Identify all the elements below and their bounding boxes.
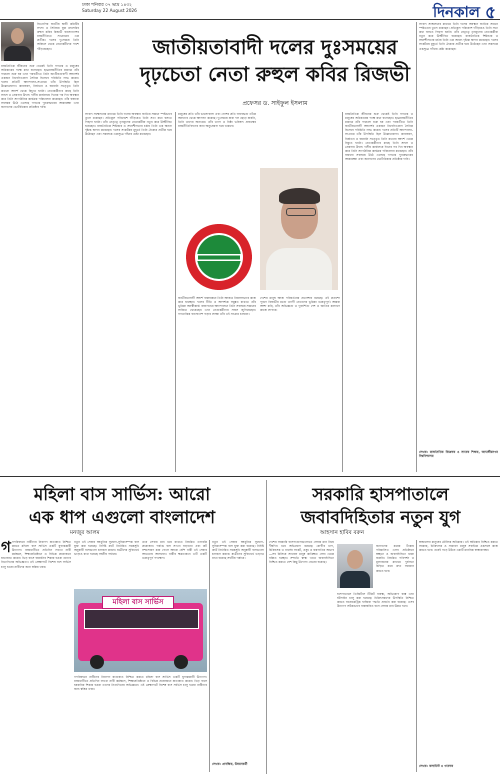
- article3-col3: স্বাস্থ্যসেবা মানুষের মৌলিক অধিকার। এই অধিকার নিশ্চিত করতে সরকার, চিকিৎসক ও সাধারণ মানুষ সবাইকে একসঙ্গে কাজ করতে হবে। তবেই গড়ে উঠবে একটি মানবিক স্বাস্থ্যব্যবস্থা।: [419, 540, 498, 553]
- article1-col1: রাজনৈতিক জীবনের শুরু থেকেই তিনি গণতন্ত্র ও মানুষের অধিকারের পক্ষে কথা বলেছেন। ছাত্ররাজনীতির মাধ্যমে তাঁর পথচলা শুরু হয় এবং পরবর্তীতে তিনি জাতীয়তাবাদী আদর্শের একজন নিবেদিতপ্রাণ সৈনিক হিসেবে পরিচিতি লাভ করেন। দলের প্রতিটি আন্দোলন-সংগ্রামে তাঁর উপস্থিতি ছিল উল্লেখযোগ্য। কারাবরণ, নির্যাতন ও হয়রানি সত্ত্বেও তিনি কখনো আদর্শ থেকে বিচ্যুত হননি। নেতাকর্মীদের কাছে তিনি সাহস ও প্রেরণার উৎস। দলীয় কার্যালয়ে দিনের পর দিন অবস্থান করে তিনি সাংগঠনিক কার্যক্রম পরিচালনা করেছেন। তাঁর বক্তব্যে সবসময় উঠে এসেছে গণতন্ত্র পুনরুদ্ধারের আকাঙ্ক্ষা এবং জনগণের ভোটাধিকার প্রতিষ্ঠার দাবি।: [1, 64, 79, 109]
- article2-col5: নতুন এই সেবায় আধুনিক সুযোগ-সুবিধাসম্পন্ন বাস যুক্ত করা হয়েছে। নির্দিষ্ট রুটে নির্ধারিত সময়সূচি অনুযায়ী বাসগুলো চলাচল করবে। যাত্রীদের সুবিধার্থে ভাড়াও রাখা হয়েছে সহনীয় পর্যায়ে।: [212, 540, 264, 561]
- edition-line: ঢাকা শনিবার ০৭ ভাদ্র ১৪৩২: [82, 3, 132, 8]
- article1-col5: দেশের মানুষ আজ পরিবর্তনের প্রত্যাশায় রয়েছে। এই প্রত্যাশা পূরণে রিজভীর মতো ত্যাগী নেতাদের ভূমিকা গুরুত্বপূর্ণ। আমরা আশা করি, তাঁর অভিজ্ঞতা ও দূরদর্শিতা দেশ ও জাতির কল্যাণে কাজে লাগবে।: [260, 296, 340, 313]
- header-divider: [0, 19, 500, 20]
- article2-col3: তবে সেবার মান ধরে রাখতে নিয়মিত তদারকি প্রয়োজন। পর্যাপ্ত বাস সংখ্যা বাড়ানো এবং রুট সম্প্রসারণ করা গেলে আরো বেশি নারী এই সেবার আওতায় আসবেন। নারীর ক্ষমতায়নে এটি একটি গুরুত্বপূর্ণ পদক্ষেপ।: [142, 540, 207, 561]
- dropcap: গ: [1, 540, 11, 556]
- rizvi-photo: [260, 168, 338, 290]
- article1-col3: মানুষের প্রতি তাঁর ভালোবাসা এবং দেশের প্রতি দায়বদ্ধতা তাঁকে অন্যদের থেকে আলাদা করেছে। দুঃসময়ে যারা দল ছেড়ে যায়নি, তিনি তাদের অন্যতম। তাঁর ত্যাগ ও নিষ্ঠা ভবিষ্যৎ প্রজন্মের রাজনীতিবিদদের জন্য অনুপ্রেরণা হয়ে থাকবে।: [178, 112, 256, 129]
- header-date: [82, 3, 137, 15]
- article2-byline: মনজুর আলম: [70, 530, 100, 536]
- article2-author-note: লেখক: প্রাবন্ধিক, উন্নয়নকর্মী: [212, 762, 248, 766]
- article3-col1: দেশের সরকারি হাসপাতালগুলোতে সেবার মান নিয়ে দীর্ঘদিন ধরে অভিযোগ রয়েছে। রোগীর চাপ, চিকিৎসক ও নার্সের সংকট, ওষুধ ও যন্ত্রপাতির অভাব—সব মিলিয়ে সাধারণ মানুষ কাঙ্ক্ষিত সেবা থেকে বঞ্চিত হচ্ছেন। সম্প্রতি স্বাস্থ্য খাতে জবাবদিহিতা নিশ্চিত করতে বেশ কিছু উদ্যোগ নেওয়া হয়েছে।: [269, 540, 334, 565]
- article1-col7: সংবাদ সম্মেলনের মাধ্যমে তিনি দলের অবস্থান জাতির সামনে স্পষ্টভাবে তুলে ধরেছেন। প্রতিকূল পরিবেশে দাঁড়িয়েও তিনি সত্য কথা বলতে পিছপা হননি। তাঁর নেতৃত্বে তৃণমূলের নেতাকর্মীরা নতুন করে উজ্জীবিত হয়েছেন। রাজনৈতিক শিষ্টাচার ও সহনশীলতার চর্চায় তিনি এক অনন্য দৃষ্টান্ত স্থাপন করেছেন। দলের সংকটময় মুহূর্তে তিনি ঐক্যের প্রতীক হয়ে উঠেছেন এবং সকলকে একসূত্রে গাঁথার চেষ্টা করেছেন।: [419, 22, 498, 51]
- article1-col2: সংবাদ সম্মেলনের মাধ্যমে তিনি দলের অবস্থান জাতির সামনে স্পষ্টভাবে তুলে ধরেছেন। প্রতিকূল পরিবেশে দাঁড়িয়েও তিনি সত্য কথা বলতে পিছপা হননি। তাঁর নেতৃত্বে তৃণমূলের নেতাকর্মীরা নতুন করে উজ্জীবিত হয়েছেন। রাজনৈতিক শিষ্টাচার ও সহনশীলতার চর্চায় তিনি এক অনন্য দৃষ্টান্ত স্থাপন করেছেন। দলের সংকটময় মুহূর্তে তিনি ঐক্যের প্রতীক হয়ে উঠেছেন এবং সকলকে একসূত্রে গাঁথার চেষ্টা করেছেন।: [85, 112, 172, 137]
- article1-col6: রাজনৈতিক জীবনের শুরু থেকেই তিনি গণতন্ত্র ও মানুষের অধিকারের পক্ষে কথা বলেছেন। ছাত্ররাজনীতির মাধ্যমে তাঁর পথচলা শুরু হয় এবং পরবর্তীতে তিনি জাতীয়তাবাদী আদর্শের একজন নিবেদিতপ্রাণ সৈনিক হিসেবে পরিচিতি লাভ করেন। দলের প্রতিটি আন্দোলন-সংগ্রামে তাঁর উপস্থিতি ছিল উল্লেখযোগ্য। কারাবরণ, নির্যাতন ও হয়রানি সত্ত্বেও তিনি কখনো আদর্শ থেকে বিচ্যুত হননি। নেতাকর্মীদের কাছে তিনি সাহস ও প্রেরণার উৎস। দলীয় কার্যালয়ে দিনের পর দিন অবস্থান করে তিনি সাংগঠনিক কার্যক্রম পরিচালনা করেছেন। তাঁর বক্তব্যে সবসময় উঠে এসেছে গণতন্ত্র পুনরুদ্ধারের আকাঙ্ক্ষা এবং জনগণের ভোটাধিকার প্রতিষ্ঠার দাবি।: [345, 112, 413, 162]
- article2-headline: মহিলা বাস সার্ভিস: আরো এক ধাপ এগুলো বাংলাদেশ: [28, 485, 216, 528]
- date-line: Saturday 22 August 2026: [82, 9, 137, 14]
- article2-col2: নতুন এই সেবায় আধুনিক সুযোগ-সুবিধাসম্পন্ন বাস যুক্ত করা হয়েছে। নির্দিষ্ট রুটে নির্ধারিত সময়সূচি অনুযায়ী বাসগুলো চলাচল করবে। যাত্রীদের সুবিধার্থে ভাড়াও রাখা হয়েছে সহনীয় পর্যায়ে।: [74, 540, 139, 557]
- article1-col4: জাতীয়তাবাদী আদর্শ বাস্তবায়নে তিনি আজও নিরলসভাবে কাজ করে যাচ্ছেন। দলের নীতি ও আদর্শকে সমুন্নত রাখতে তাঁর ভূমিকা অনস্বীকার্য। রাজপথের আন্দোলনে তিনি সবসময় সামনের সারিতে থেকেছেন এবং নেতাকর্মীদের সাহস জুগিয়েছেন। গণতান্ত্রিক বাংলাদেশ গড়ার লক্ষ্যে তাঁর এই সংগ্রাম চলমান।: [178, 296, 256, 317]
- columnist-photo: [337, 544, 373, 588]
- bus-photo: [74, 589, 207, 672]
- article1-headline: জাতীয়তাবাদী দলের দুঃসময়ের দৃঢ়চেতা নেতা রুহুল কবির রিজভী: [140, 35, 410, 86]
- page-number: ৫: [484, 3, 496, 23]
- masthead-logo: দিনকাল: [432, 3, 480, 21]
- article3-intro: জনগণের করের টাকায় পরিচালিত এসব প্রতিষ্ঠানে স্বচ্ছতা ও জবাবদিহিতা থাকা জরুরি। নিয়মিত পরিদর্শন ও মূল্যায়নের মাধ্যমে দুর্বলতা চিহ্নিত করে দ্রুত সমাধান করতে হবে।: [376, 544, 414, 573]
- article1-author-note: লেখক: রাজনৈতিক বিশ্লেষক ও সাবেক শিক্ষক, জাহাঙ্গীরনগর বিশ্ববিদ্যালয়: [419, 450, 498, 459]
- article3-headline: সরকারি হাসপাতালে জবাবদিহিতার নতুন যুগ: [300, 485, 461, 528]
- article3-author-note: লেখক: কলামিস্ট ও গবেষক: [419, 764, 454, 768]
- article3-byline: আহসান হাবিব বরুন: [320, 530, 365, 536]
- section-divider: [0, 476, 500, 477]
- article2-col4: ণপরিবহনে নারীদের নিরাপদ যাতায়াত নিশ্চিত করতে মহিলা বাস সার্ভিস একটি যুগান্তকারী উদ্যোগ। রাজধানীতে প্রতিদিন লাখো নারী কর্মস্থলে, শিক্ষাপ্রতিষ্ঠানে ও বিভিন্ন প্রয়োজনে যাতায়াত করেন। ভিড় বাসে হয়রানির শিকার হওয়া তাদের নিত্যদিনের অভিজ্ঞতা। এই প্রেক্ষাপটে বিশেষ বাস সার্ভিস চালু হওয়া নারীদের জন্য স্বস্তির খবর।: [74, 675, 207, 692]
- article3-col2: হাসপাতালে ডিজিটাল টিকিট ব্যবস্থা, অভিযোগ বাক্স এবং হটলাইন চালু করা হয়েছে। চিকিৎসকদের উপস্থিতি নিশ্চিত করতে বায়োমেট্রিক হাজিরা পদ্ধতি প্রবর্তন করা হয়েছে। এসব উদ্যোগ সঠিকভাবে বাস্তবায়িত হলে সেবার মান উন্নত হবে।: [337, 592, 414, 609]
- article2-col1: গণপরিবহনে নারীদের নিরাপদ যাতায়াত নিশ্চিত করতে মহিলা বাস সার্ভিস একটি যুগান্তকারী উদ্যোগ। রাজধানীতে প্রতিদিন লাখো নারী কর্মস্থলে, শিক্ষাপ্রতিষ্ঠানে ও বিভিন্ন প্রয়োজনে যাতায়াত করেন। ভিড় বাসে হয়রানির শিকার হওয়া তাদের নিত্যদিনের অভিজ্ঞতা। এই প্রেক্ষাপটে বিশেষ বাস সার্ভিস চালু হওয়া নারীদের জন্য স্বস্তির খবর।: [1, 540, 71, 569]
- bnp-logo-icon: [184, 222, 254, 292]
- article1-intro: বিএনপির জাতীয় স্থায়ী কমিটির সদস্য ও সিনিয়র যুগ্ম মহাসচিব রুহুল কবির রিজভী বাংলাদেশের রাজনীতিতে সংগ্রামের এক প্রতীক। দলের দুঃসময়ে তিনি অবিচল থেকে নেতাকর্মীদের পাশে দাঁড়িয়েছেন।: [37, 22, 79, 51]
- article1-byline: প্রফেসর ড. সাইফুল ইসলাম: [242, 100, 308, 107]
- bus-sign: মহিলা বাস সার্ভিস: [102, 596, 174, 609]
- author-portrait: [1, 22, 34, 61]
